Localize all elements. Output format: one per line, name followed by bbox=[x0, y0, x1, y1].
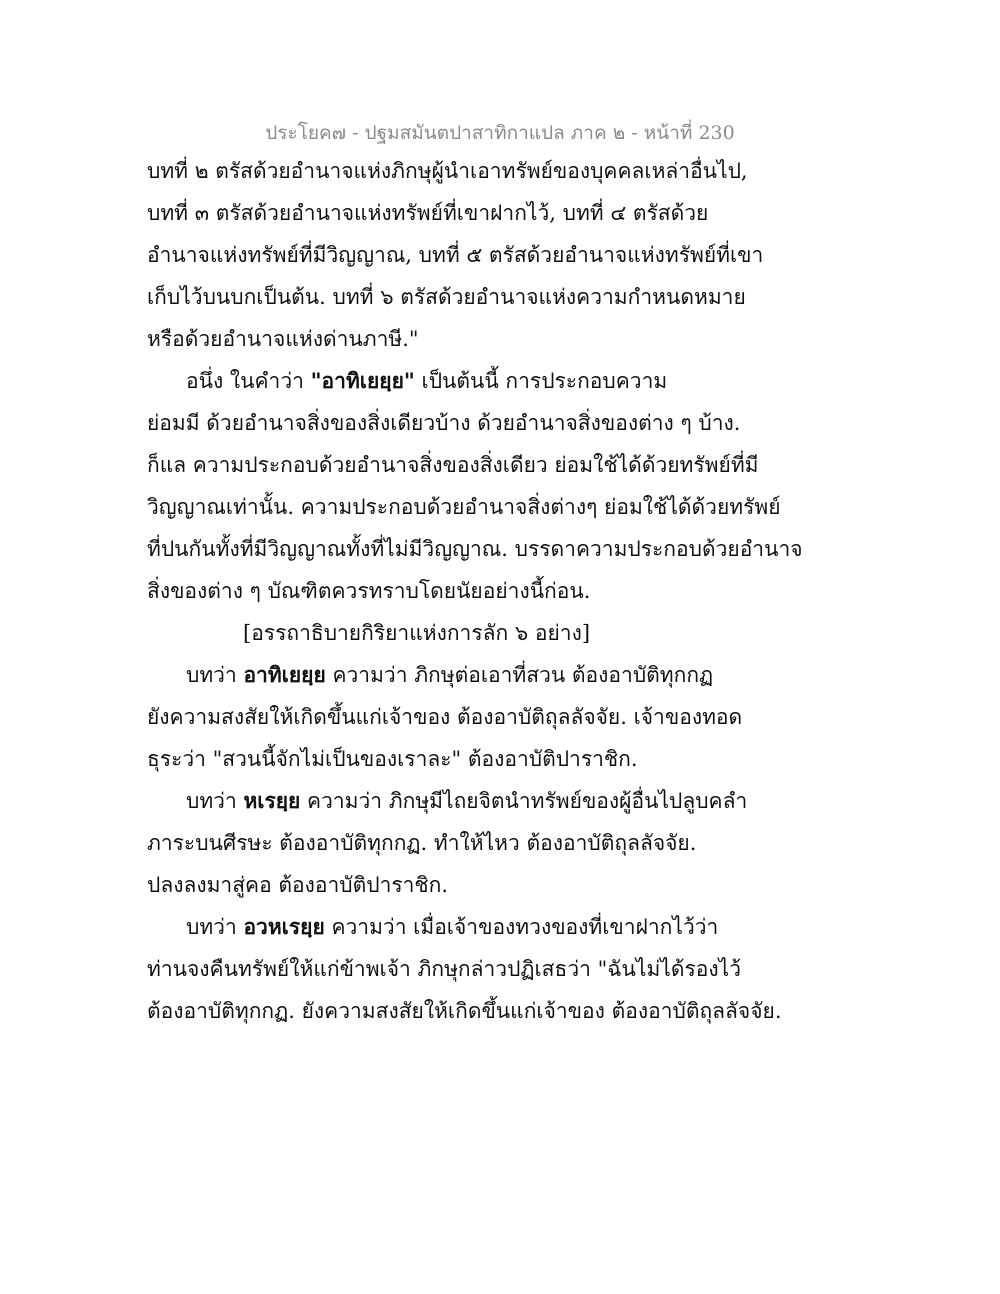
paragraph-first-line bbox=[186, 366, 667, 396]
paragraph-first-line bbox=[186, 786, 747, 816]
text-line: ภาระบนศีรษะ ต้องอาบัติทุกกฏ. ทำให้ไหว ต้องอาบัติถุลลัจจัย. bbox=[147, 831, 697, 855]
text-line: ยังความสงสัยให้เกิดขึ้นแก่เจ้าของ ต้องอาบัติถุลลัจจัย. เจ้าของทอด bbox=[147, 705, 743, 729]
bold-term: อาทิเยยฺย bbox=[243, 662, 326, 687]
text-run: ความว่า เมื่อเจ้าของทวงของที่เขาฝากไว้ว่า bbox=[324, 915, 719, 939]
section-heading: [อรรถาธิบายกิริยาแห่งการลัก ๖ อย่าง] bbox=[243, 621, 591, 645]
text-run: อนึ่ง ในคำว่า bbox=[186, 369, 311, 393]
text-line: ก็แล ความประกอบด้วยอำนาจสิ่งของสิ่งเดียว ย่อมใช้ได้ด้วยทรัพย์ที่มี bbox=[147, 453, 759, 477]
text-line: ท่านจงคืนทรัพย์ให้แก่ข้าพเจ้า ภิกษุกล่าวปฏิเสธว่า "ฉันไม่ได้รองไว้ bbox=[147, 957, 741, 981]
text-run: เป็นต้นนี้ การประกอบความ bbox=[414, 369, 668, 393]
bold-term: "อาทิเยยฺย" bbox=[310, 368, 415, 393]
text-line: วิญญาณเท่านั้น. ความประกอบด้วยอำนาจสิ่งต่างๆ ย่อมใช้ได้ด้วยทรัพย์ bbox=[147, 495, 781, 519]
bold-term: อวหเรยฺย bbox=[243, 914, 325, 939]
text-line: หรือด้วยอำนาจแห่งด่านภาษี." bbox=[147, 327, 419, 351]
text-line: อำนาจแห่งทรัพย์ที่มีวิญญาณ, บทที่ ๕ ตรัสด้วยอำนาจแห่งทรัพย์ที่เขา bbox=[147, 243, 764, 267]
text-line: สิ่งของต่าง ๆ บัณฑิตควรทราบโดยนัยอย่างนี้ก่อน. bbox=[147, 579, 591, 603]
text-run: บทว่า bbox=[186, 663, 244, 687]
text-line: ย่อมมี ด้วยอำนาจสิ่งของสิ่งเดียวบ้าง ด้วยอำนาจสิ่งของต่าง ๆ บ้าง. bbox=[147, 411, 741, 435]
text-line: ต้องอาบัติทุกกฏ. ยังความสงสัยให้เกิดขึ้นแก่เจ้าของ ต้องอาบัติถุลลัจจัย. bbox=[147, 999, 782, 1023]
text-line: เก็บไว้บนบกเป็นต้น. บทที่ ๖ ตรัสด้วยอำนาจแห่งความกำหนดหมาย bbox=[147, 285, 746, 309]
text-line: ปลงลงมาสู่คอ ต้องอาบัติปาราชิก. bbox=[147, 873, 449, 897]
text-line: ที่ปนกันทั้งที่มีวิญญาณทั้งที่ไม่มีวิญญาณ. บรรดาความประกอบด้วยอำนาจ bbox=[147, 537, 803, 561]
text-line: ธุระว่า "สวนนี้จักไม่เป็นของเราละ" ต้องอาบัติปาราชิก. bbox=[147, 747, 638, 771]
text-line: บทที่ ๓ ตรัสด้วยอำนาจแห่งทรัพย์ที่เขาฝากไว้, บทที่ ๔ ตรัสด้วย bbox=[147, 201, 709, 225]
text-line: บทที่ ๒ ตรัสด้วยอำนาจแห่งภิกษุผู้นำเอาทรัพย์ของบุคคลเหล่าอื่นไป, bbox=[147, 159, 748, 183]
text-run: ความว่า ภิกษุต่อเอาที่สวน ต้องอาบัติทุกกฏ bbox=[325, 663, 714, 687]
text-run: บทว่า bbox=[186, 789, 244, 813]
page-header: ประโยค๗ - ปฐมสมันตปาสาทิกาแปล ภาค ๒ - หน้าที่ 230 bbox=[265, 122, 735, 144]
paragraph-first-line bbox=[186, 912, 718, 942]
text-run: ความว่า ภิกษุมีไถยจิตนำทรัพย์ของผู้อื่นไปลูบคลำ bbox=[300, 789, 748, 813]
bold-term: หเรยฺย bbox=[243, 788, 301, 813]
paragraph-first-line bbox=[186, 660, 713, 690]
text-run: บทว่า bbox=[186, 915, 244, 939]
